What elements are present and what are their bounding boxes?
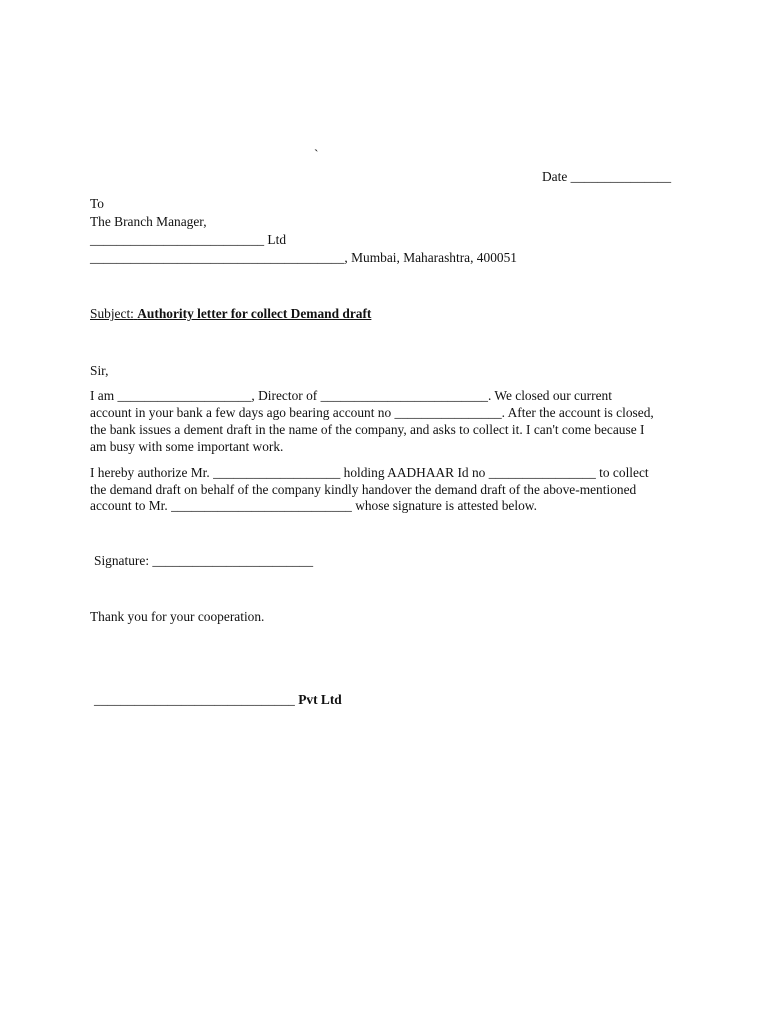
- body-p1-line3: the bank issues a dement draft in the name of the company, and asks to collect it. I can't come because I: [90, 422, 645, 437]
- company-line: [94, 691, 342, 708]
- recipient-address-line: ______________________________________, Mumbai, Maharashtra, 400051: [90, 250, 517, 265]
- date-line: Date _______________: [542, 169, 672, 184]
- signature-line: Signature: ________________________: [94, 553, 314, 568]
- company-suffix: Pvt Ltd: [298, 692, 342, 707]
- closing-line: Thank you for your cooperation.: [90, 609, 265, 624]
- subject-text: Authority letter for collect Demand draft: [137, 306, 372, 321]
- body-p1-line4: am busy with some important work.: [90, 439, 284, 454]
- company-blank: ______________________________: [94, 692, 295, 707]
- stray-mark: `: [314, 147, 319, 162]
- body-p1-line1: I am ____________________, Director of _________________________. We closed our current: [90, 388, 612, 403]
- recipient-bank-line: __________________________ Ltd: [90, 232, 287, 247]
- body-p2-line1: I hereby authorize Mr. ___________________ holding AADHAAR Id no ________________ to collect: [90, 465, 649, 480]
- body-p2-line3: account to Mr. ___________________________ whose signature is attested below.: [90, 498, 537, 513]
- salutation: Sir,: [90, 363, 109, 378]
- recipient-title: The Branch Manager,: [90, 214, 207, 229]
- subject-line: [90, 305, 371, 322]
- subject-label: Subject:: [90, 306, 134, 321]
- recipient-to: To: [90, 196, 104, 211]
- body-p1-line2: account in your bank a few days ago bearing account no ________________. After the account is closed,: [90, 405, 654, 420]
- body-p2-line2: the demand draft on behalf of the company kindly handover the demand draft of the above-mentioned: [90, 482, 637, 497]
